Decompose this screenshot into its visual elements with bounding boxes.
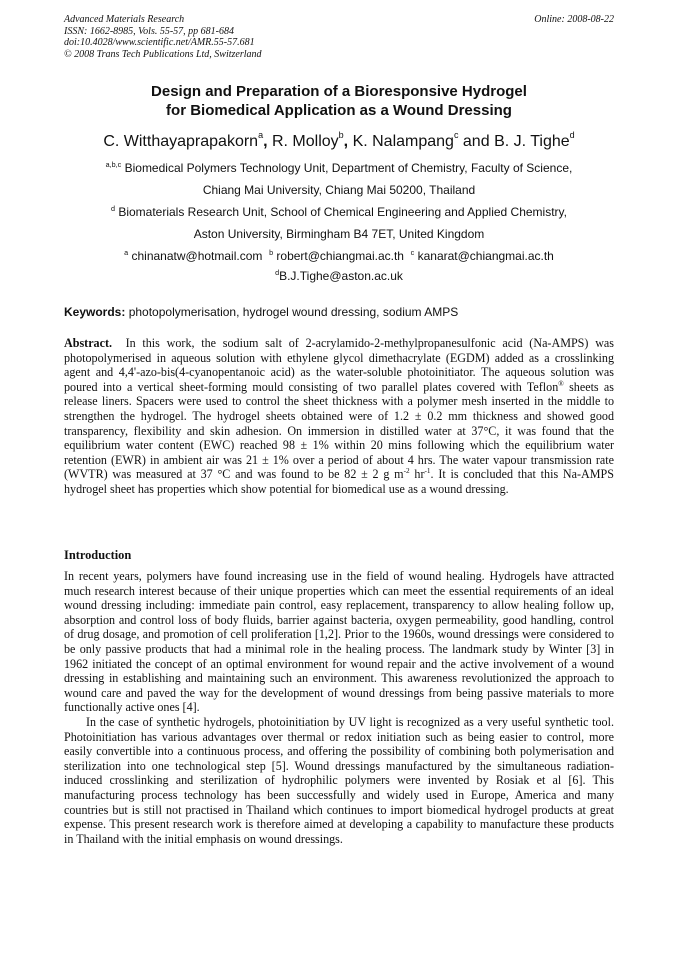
author-sup: b (338, 130, 344, 140)
abstract-label: Abstract. (64, 336, 113, 350)
title-line-1: Design and Preparation of a Bioresponsive Hydrogel (151, 83, 527, 100)
title-line-2: for Biomedical Application as a Wound Dressing (166, 102, 512, 119)
introduction-body (64, 569, 614, 846)
abstract: Abstract. In this work, the sodium salt of 2-acrylamido-2-methylpropanesulfonic acid (Na-AMPS) was photopolymerised in aqueous solution with ethylene glycol dimethacrylate (EGDM) added as a crosslinking agent and 4,4'-azo-bis(4-cyanopentanoic acid) as the water-soluble photoinitiator. The aqueous solution was poured into a vertical sheet-forming mould consisting of two parallel plates covered with Teflon® sheets as release liners. Spacers were used to control the sheet thickness with a polymer mesh inserted in the middle to strengthen the hydrogel. The hydrogel sheets obtained were of 1.2 ± 0.2 mm thickness and showed good transparency, flexibility and skin adhesion. On immersion in distilled water at 37°C, it was found that the equilibrium water content (EWC) reached 98 ± 1% within 20 mins following which the equilibrium water retention (EWR) in ambient air was 21 ± 1% over a period of about 4 hrs. The water vapour transmission rate (WVTR) was measured at 37 °C and was found to be 82 ± 2 g $m^{-2}$ $hr^{-1}$. It is concluded that this Na-AMPS hydrogel sheet has properties which show potential for biomedical use as a wound dressing. (64, 336, 614, 496)
online-date: Online: 2008-08-22 (534, 14, 614, 25)
keywords (64, 304, 614, 320)
affiliation-sup: d (110, 204, 115, 213)
keywords-text: photopolymerisation, hydrogel wound dressing, sodium AMPS (128, 305, 459, 319)
email-line-1: $^a$ chinanatw@hotmail.com $^b$ robert@chiangmai.ac.th $^c$ kanarat@chiangmai.ac.th (124, 248, 554, 263)
affiliation-d-line-1: $^d$ Biomaterials Research Unit, School of Chemical Engineering and Applied Chemistry, (110, 204, 567, 219)
section-heading-introduction: Introduction (64, 548, 132, 562)
author-sup: a (258, 130, 264, 140)
issn-line: ISSN: 1662-8985, Vols. 55-57, pp 681-684 (64, 25, 234, 37)
email-line-2: $^d$B.J.Tighe@aston.ac.uk (275, 268, 403, 283)
paper-title (0, 82, 678, 120)
keywords-label: Keywords: (64, 305, 126, 319)
author-and: and (462, 133, 490, 150)
author-sup: d (569, 130, 575, 140)
paragraph: In recent years, polymers have found increasing use in the field of wound healing. Hydrogels have attracted much research interest because of their unique properties which can meet the essential requirements of an ideal wound dressing including: immediate pain control, easy replacement, transparency to allow healing follow up, absorption and control loss of body fluids, barrier against bacteria, oxygen permeability, good handling, control of drug dosage, and promotion of cell proliferation [1,2]. Prior to the 1960s, wound dressings were considered to be only passive products that had a minimal role in the healing process. The landmark study by Winter [3] in 1962 initiated the concept of an optimal environment for wound repair and the active involvement of a wound dressing in establishing and maintaining such an environment. This awareness revolutionized the approach to wound care and paved the way for the development of wound dressings from being passive materials to more functionally active ones [4]. (64, 569, 614, 715)
author-sup: c (453, 130, 459, 140)
email-link-c[interactable]: kanarat@chiangmai.ac.th (417, 249, 554, 263)
email-link-b[interactable]: robert@chiangmai.ac.th (276, 249, 404, 263)
paragraph: In the case of synthetic hydrogels, photoinitiation by UV light is recognized as a very useful synthetic tool. Photoinitiation has various advantages over thermal or redox initiation such as being easier to control, more easily convertible into a continuous process, and offering the possibility of combining both polymerisation and sterilization into one technological step [5]. Wound dressings manufactured by the simultaneous radiation-induced crosslinking and sterilization of hydrophilic polymers were invented by Rosiak et al [6]. This manufacturing process technology has been successfully and widely used in Europe, America and many countries but is still not practised in Thailand which continues to import biomedical hydrogel products at great expense. This present research work is therefore aimed at developing a capability to manufacture these products in Thailand with the initial emphasis on wound dressings. (64, 714, 614, 846)
running-header (64, 14, 614, 60)
affiliation-d-line-2: Aston University, Birmingham B4 7ET, United Kingdom (193, 227, 485, 241)
author-name: K. Nalampang (352, 133, 454, 150)
email-link-d[interactable]: B.J.Tighe@aston.ac.uk (279, 269, 403, 283)
author-name: R. Molloy (271, 133, 339, 150)
email-link-a[interactable]: chinanatw@hotmail.com (131, 249, 263, 263)
journal-name: Advanced Materials Research (64, 14, 185, 25)
author-name: C. Witthayaprapakorn (103, 133, 259, 150)
doi-line: doi:10.4028/www.scientific.net/AMR.55-57.681 (64, 37, 255, 48)
author-list: C. Witthayaprapakorn$^a$, R. Molloy$^b$, K. Nalampang$^c$ and B. J. Tighe$^d$ (103, 130, 575, 150)
affiliation-sup: a,b,c (105, 160, 122, 169)
affiliation-abc-line-2: Chiang Mai University, Chiang Mai 50200, Thailand (202, 183, 476, 197)
author-name: B. J. Tighe (494, 133, 570, 150)
affiliation-abc-line-1: $^{a,b,c}$ Biomedical Polymers Technology Unit, Department of Chemistry, Faculty of Science, (105, 160, 573, 175)
copyright-line: © 2008 Trans Tech Publications Ltd, Switzerland (64, 48, 262, 60)
